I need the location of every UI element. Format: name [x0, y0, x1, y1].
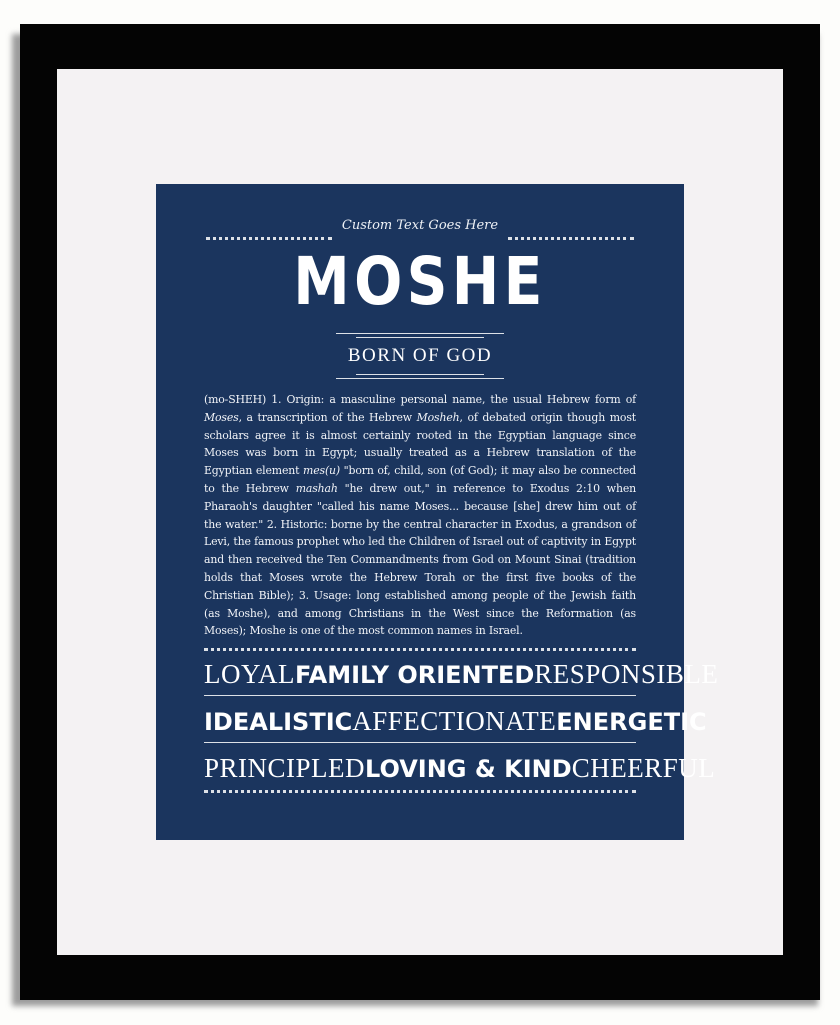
- mat-board: [57, 69, 783, 955]
- definition-text: (mo-SHEH) 1. Origin: a masculine personal name, the usual Hebrew form of: [204, 393, 636, 406]
- trait-word: IDEALISTIC: [204, 708, 353, 736]
- definition-italic: Moses: [204, 410, 239, 424]
- name-title: MOSHE: [293, 243, 547, 320]
- dotted-divider-left: [206, 237, 332, 240]
- trait-word: RESPONSIBLE: [534, 659, 719, 689]
- definition-italic: Mosheh: [416, 410, 460, 424]
- definition-text: "born of, child, son (of God); it may also be connected to the Hebrew: [204, 464, 636, 495]
- traits-rule-2: [204, 742, 636, 743]
- definition-italic: mes(u): [303, 464, 341, 478]
- name-definition: [204, 391, 636, 640]
- trait-word: LOYAL: [204, 659, 295, 689]
- trait-word: ENERGETIC: [556, 708, 707, 736]
- definition-text: , of debated origin though most scholars agree it is almost certainly rooted in the Egyptian language since Moses was born in Egypt; usually treated as a Hebrew translation of the Egyptian element: [204, 410, 636, 478]
- name-print-panel: [156, 184, 719, 840]
- dotted-divider-right: [508, 237, 634, 240]
- definition-italic: mashah: [295, 481, 338, 495]
- definition-text: "he drew out," in reference to Exodus 2:10 when Pharaoh's daughter "called his name Moses... because [she] drew him out of the water." 2. Historic: borne by the central character in Exodus, a grandson of Levi, the famous prophet who led the Children of Israel out of captivity in Egypt and then received the Ten Commandments from God on Mount Sinai (tradition holds that Moses wrote the Hebrew Torah or the first five books of the Christian Bible); 3. Usage: long established among people of the Jewish faith (as Moshe), and among Christians in the West since the Reformation (as Moses); Moshe is one of the most common names in Israel.: [204, 481, 636, 638]
- dotted-divider-traits-bottom: [204, 790, 636, 793]
- traits-rule-1: [204, 695, 636, 696]
- meaning-rule-top-inner: [356, 337, 484, 338]
- trait-word: CHEERFUL: [571, 753, 716, 783]
- custom-text: Custom Text Goes Here: [341, 218, 499, 233]
- name-meaning: BORN OF GOD: [347, 345, 493, 366]
- traits-row-3: [204, 750, 716, 786]
- trait-word: FAMILY ORIENTED: [295, 661, 535, 689]
- dotted-divider-traits-top: [204, 648, 636, 651]
- meaning-rule-bottom-inner: [356, 374, 484, 375]
- traits-row-2: [204, 703, 707, 739]
- traits-row-1: [204, 656, 719, 692]
- trait-word: PRINCIPLED: [204, 753, 366, 783]
- meaning-rule-bottom: [336, 378, 504, 379]
- trait-word: AFFECTIONATE: [352, 706, 557, 736]
- picture-frame: [20, 24, 820, 1000]
- definition-text: , a transcription of the Hebrew: [238, 410, 417, 424]
- meaning-rule-top: [336, 333, 504, 334]
- trait-word: LOVING & KIND: [365, 755, 572, 783]
